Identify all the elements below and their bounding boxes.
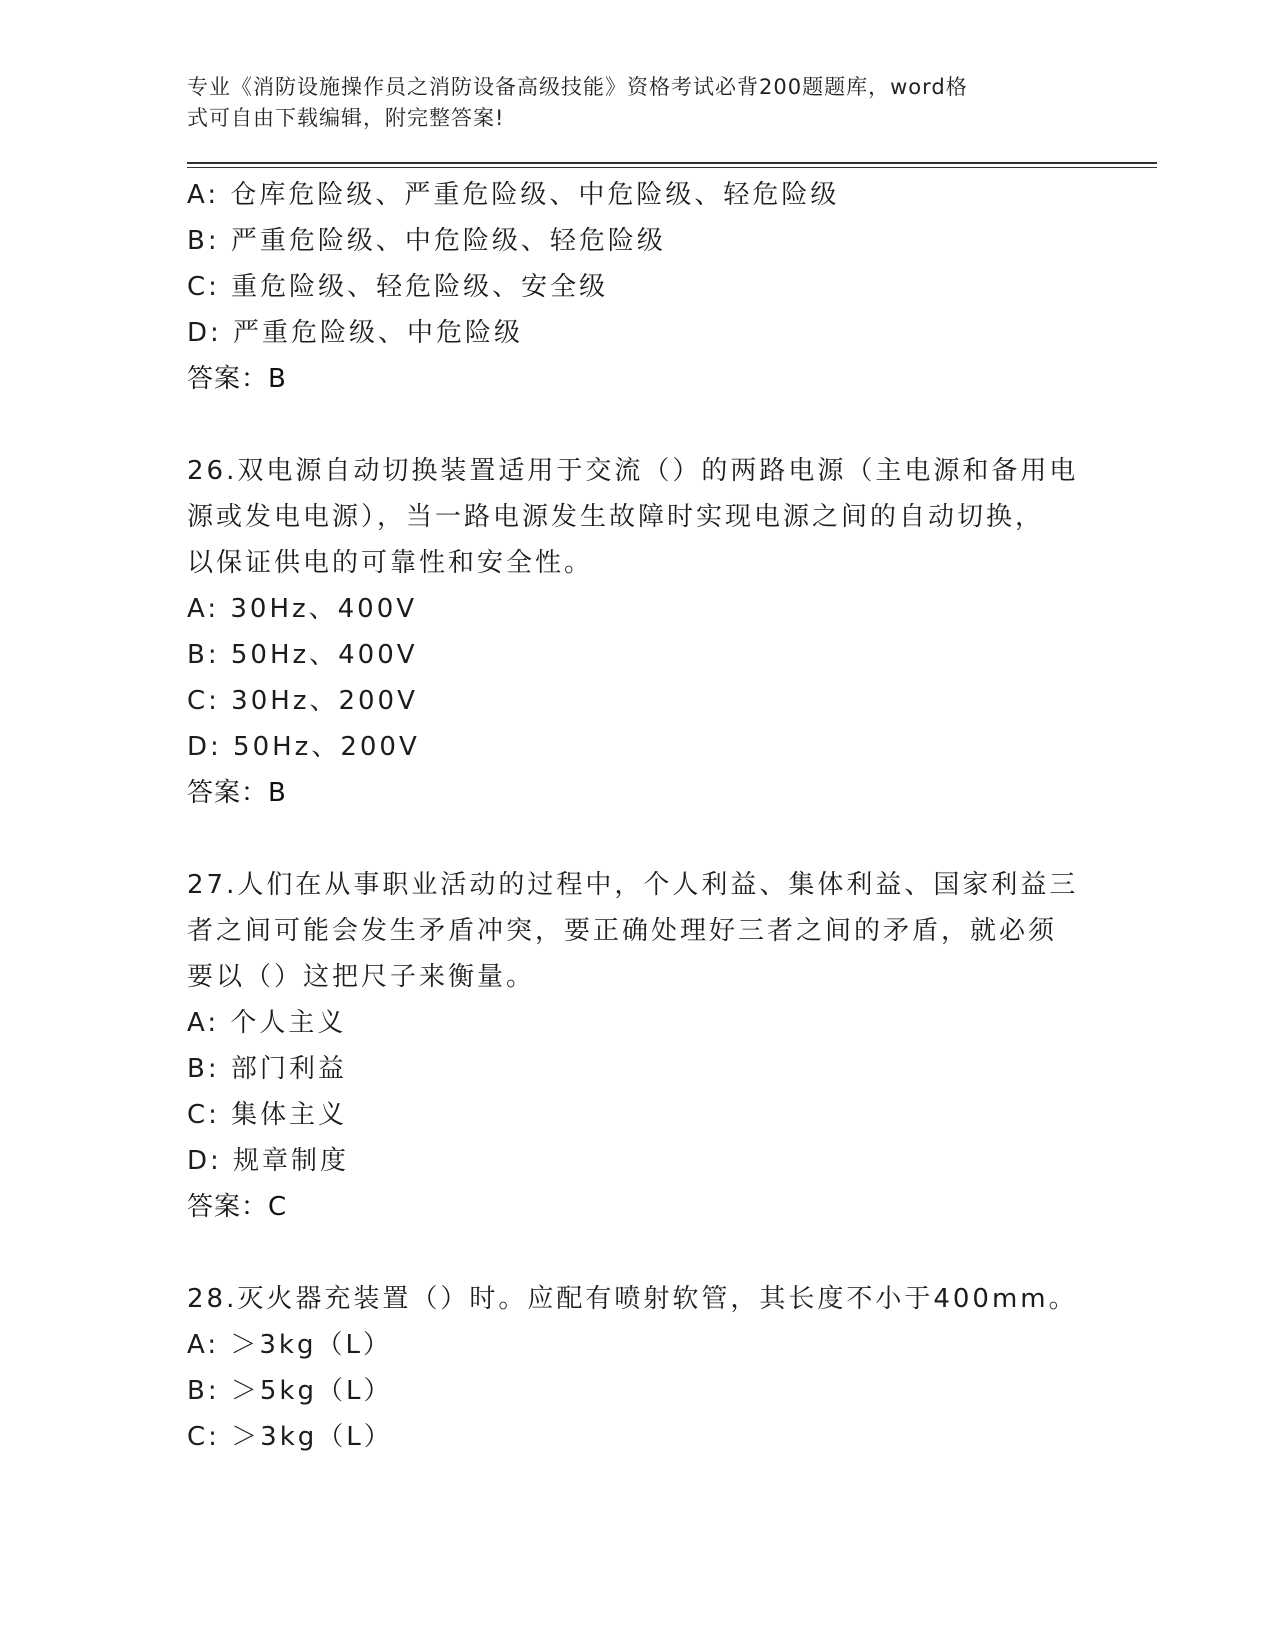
option-b: B: 严重危险级、中危险级、轻危险级	[187, 226, 666, 256]
document-header	[187, 72, 1067, 134]
question-25	[187, 172, 1167, 402]
option-c: C: 集体主义	[187, 1100, 348, 1130]
option-d: D: 严重危险级、中危险级	[187, 318, 524, 348]
question-27	[187, 862, 1167, 1230]
header-divider	[187, 162, 1157, 168]
question-text-line: 以保证供电的可靠性和安全性。	[187, 548, 594, 578]
option-d: D: 50Hz、200V	[187, 732, 420, 762]
answer-text: 答案：B	[187, 364, 287, 394]
question-text-line: 源或发电电源），当一路电源发生故障时实现电源之间的自动切换，	[187, 502, 1045, 532]
option-b: B: ＞5kg（L）	[187, 1376, 393, 1406]
option-a: A: 仓库危险级、严重危险级、中危险级、轻危险级	[187, 180, 840, 210]
option-c: C: ＞3kg（L）	[187, 1422, 393, 1452]
spacer	[187, 816, 1167, 862]
document-page	[187, 72, 1167, 1460]
question-text-line: 者之间可能会发生矛盾冲突，要正确处理好三者之间的矛盾，就必须	[187, 916, 1058, 946]
option-a: A: 30Hz、400V	[187, 594, 418, 624]
question-26	[187, 448, 1167, 816]
question-text-line: 要以（）这把尺子来衡量。	[187, 962, 536, 992]
spacer	[187, 402, 1167, 448]
question-text-line: 28.灭火器充装置（）时。应配有喷射软管，其长度不小于400mm。	[187, 1284, 1078, 1314]
spacer	[187, 1230, 1167, 1276]
question-text-line: 26.双电源自动切换装置适用于交流（）的两路电源（主电源和备用电	[187, 456, 1079, 486]
option-b: B: 部门利益	[187, 1054, 347, 1084]
answer-text: 答案：C	[187, 1192, 288, 1222]
question-28	[187, 1276, 1167, 1460]
option-d: D: 规章制度	[187, 1146, 350, 1176]
question-text-line: 27.人们在从事职业活动的过程中，个人利益、集体利益、国家利益三	[187, 870, 1079, 900]
header-line-1: 专业《消防设施操作员之消防设备高级技能》资格考试必背200题题库，word格	[187, 75, 968, 99]
option-c: C: 重危险级、轻危险级、安全级	[187, 272, 609, 302]
option-b: B: 50Hz、400V	[187, 640, 418, 670]
option-a: A: 个人主义	[187, 1008, 347, 1038]
header-line-2: 式可自由下载编辑，附完整答案!	[187, 106, 505, 130]
option-a: A: ＞3kg（L）	[187, 1330, 392, 1360]
answer-text: 答案：B	[187, 778, 287, 808]
option-c: C: 30Hz、200V	[187, 686, 418, 716]
